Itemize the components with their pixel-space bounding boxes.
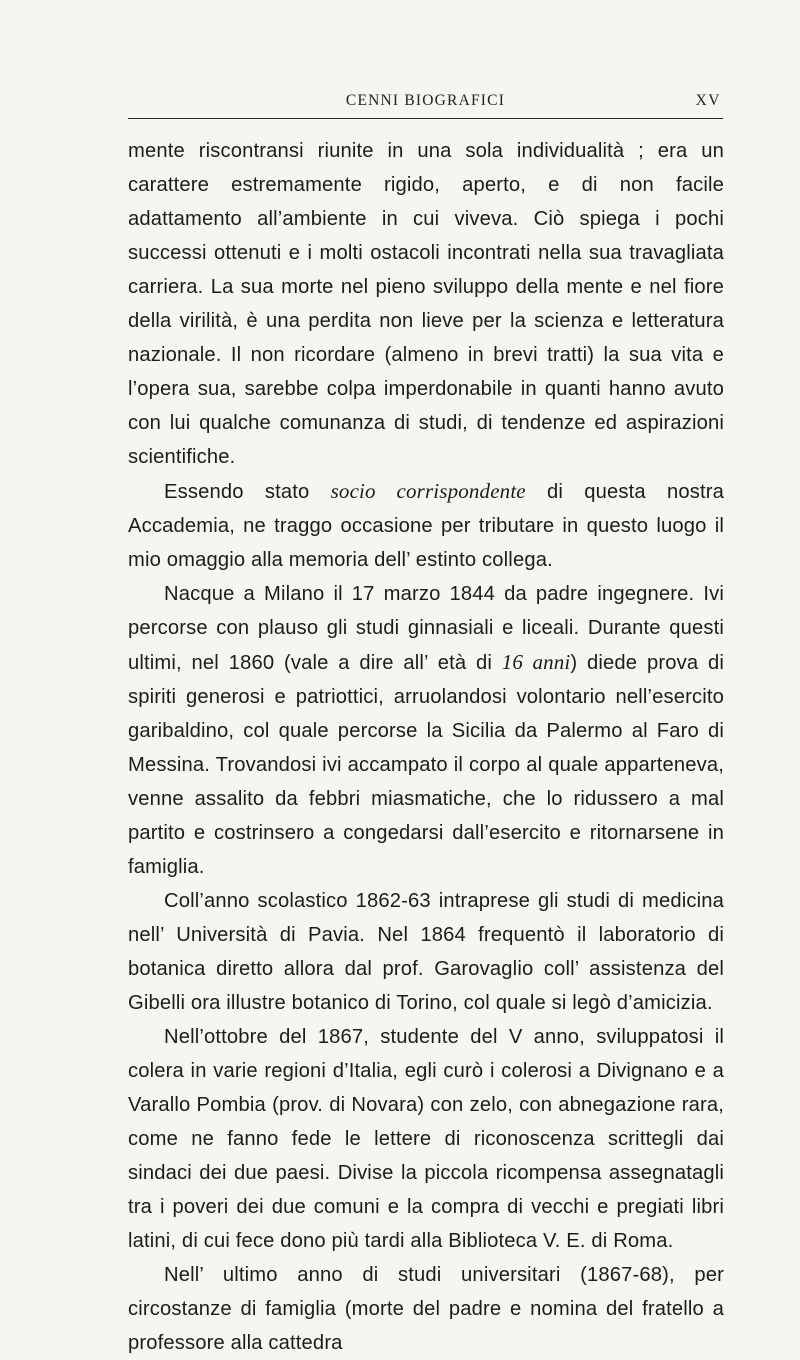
paragraph-3-emphasis: 16 anni (501, 650, 571, 674)
paragraph-2 (128, 474, 724, 577)
paragraph-2-text-b: di questa nostra Accademia, ne traggo occasione per tributare in questo luogo il mio omaggio alla memoria dell’ estinto collega. (128, 481, 725, 571)
body-text (128, 134, 724, 1360)
page-number: XV (695, 92, 721, 109)
paragraph-5: Nell’ottobre del 1867, studente del V anno, sviluppatosi il colera in varie regioni d’Italia, egli curò i colerosi a Divignano e a Varallo Pombia (prov. di Novara) con zelo, con abnegazione rara, come ne fanno fede le lettere di riconoscenza scrittegli dai sindaci dei due paesi. Divise la piccola ricompensa assegnatagli tra i poveri dei due comuni e la compra di vecchi e pregiati libri latini, di cui fece dono più tardi alla Biblioteca V. E. di Roma. (128, 1026, 724, 1252)
paragraph-2-emphasis: socio corrispondente (330, 479, 526, 503)
paragraph-1: mente riscontransi riunite in una sola individualità ; era un carattere estremamente rigido, aperto, e di non facile adattamento all’ambiente in cui viveva. Ciò spiega i pochi successi ottenuti e i molti ostacoli incontrati nella sua travagliata carriera. La sua morte nel pieno sviluppo della mente e nel fiore della virilità, è una perdita non lieve per la scienza e letteratura nazionale. Il non ricordare (almeno in brevi tratti) la sua vita e l’opera sua, sarebbe colpa imperdonabile in quanti hanno avuto con lui qualche comunanza di studi, di tendenze ed aspirazioni scientifiche. (128, 140, 724, 468)
paragraph-4: Coll’anno scolastico 1862-63 intraprese gli studi di medicina nell’ Università di Pavia. Nel 1864 frequentò il laboratorio di botanica diretto allora dal prof. Garovaglio coll’ assistenza del Gibelli ora illustre botanico di Torino, col quale si legò d’amicizia. (128, 890, 724, 1014)
paragraph-2-text-a: Essendo stato (164, 481, 310, 503)
running-title: CENNI BIOGRAFICI (345, 92, 506, 109)
paragraph-3-text-a: Nacque a Milano il 17 marzo 1844 da padre ingegnere. Ivi percorse con plauso gli studi ginnasiali e liceali. Durante questi ultimi, nel 1860 (vale a dire all’ età di (128, 583, 724, 674)
paragraph-3-text-b: ) diede prova di spiriti generosi e patriottici, arruolandosi volontario nell’esercito garibaldino, col quale percorse la Sicilia da Palermo al Faro di Messina. Trovandosi ivi accampato il corpo al quale apparteneva, venne assalito da febbri miasmatiche, che lo ridussero a mal partito e costrinsero a congedarsi dall’esercito e ritornarsene in famiglia. (128, 652, 724, 878)
paragraph-3 (128, 577, 724, 884)
paragraph-6: Nell’ ultimo anno di studi universitari (1867-68), per circostanze di famiglia (morte del padre e nomina del fratello a professore alla cattedra (128, 1264, 724, 1354)
header-rule (128, 118, 723, 119)
running-header (128, 92, 723, 114)
